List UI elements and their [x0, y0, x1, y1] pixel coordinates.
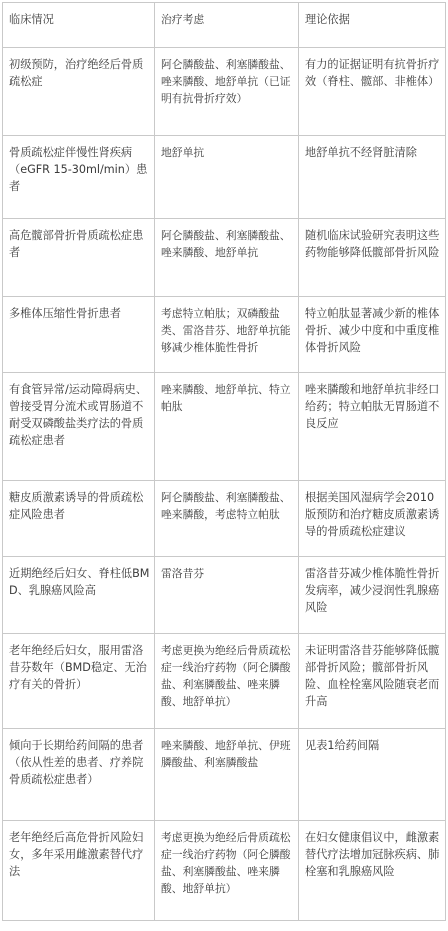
cell-treatment: 唑来膦酸、地舒单抗、伊班膦酸盐、利塞膦酸盐 [155, 729, 299, 821]
cell-rationale: 地舒单抗不经肾脏清除 [299, 136, 446, 219]
header-rationale: 理论依据 [299, 3, 446, 48]
header-row [3, 3, 446, 48]
cell-rationale: 随机临床试验研究表明这些药物能够降低髋部骨折风险 [299, 219, 446, 297]
cell-situation: 初级预防，治疗绝经后骨质疏松症 [3, 48, 155, 136]
cell-rationale: 见表1给药间隔 [299, 729, 446, 821]
cell-rationale: 在妇女健康倡议中，雌激素替代疗法增加冠脉疾病、肺栓塞和乳腺癌风险 [299, 821, 446, 921]
cell-situation: 多椎体压缩性骨折患者 [3, 297, 155, 373]
table-row [3, 136, 446, 219]
table-row [3, 557, 446, 634]
cell-situation: 老年绝经后妇女，服用雷洛昔芬数年（BMD稳定、无治疗有关的骨折） [3, 634, 155, 729]
header-clinical-situation: 临床情况 [3, 3, 155, 48]
cell-treatment: 阿仑膦酸盐、利塞膦酸盐、唑来膦酸、地舒单抗 [155, 219, 299, 297]
cell-situation: 高危髋部骨折骨质疏松症患者 [3, 219, 155, 297]
cell-treatment: 考虑特立帕肽；双磷酸盐类、雷洛昔芬、地舒单抗能够减少椎体脆性骨折 [155, 297, 299, 373]
cell-rationale: 特立帕肽显著减少新的椎体骨折、减少中度和中重度椎体骨折风险 [299, 297, 446, 373]
table-row [3, 219, 446, 297]
table-row [3, 481, 446, 557]
table-row [3, 48, 446, 136]
table-body [3, 48, 446, 921]
cell-treatment: 阿仑膦酸盐、利塞膦酸盐、唑来膦酸、地舒单抗（已证明有抗骨折疗效） [155, 48, 299, 136]
cell-treatment: 考虑更换为绝经后骨质疏松症一线治疗药物（阿仑膦酸盐、利塞膦酸盐、唑来膦酸、地舒单抗） [155, 634, 299, 729]
cell-treatment: 地舒单抗 [155, 136, 299, 219]
cell-situation: 倾向于长期给药间隔的患者（依从性差的患者、疗养院骨质疏松症患者） [3, 729, 155, 821]
cell-situation: 老年绝经后高危骨折风险妇女，多年采用雌激素替代疗法 [3, 821, 155, 921]
cell-treatment: 唑来膦酸、地舒单抗、特立帕肽 [155, 373, 299, 481]
table-row [3, 373, 446, 481]
cell-rationale: 根据美国风湿病学会2010版预防和治疗糖皮质激素诱导的骨质疏松症建议 [299, 481, 446, 557]
table-row [3, 821, 446, 921]
cell-treatment: 雷洛昔芬 [155, 557, 299, 634]
table-row [3, 729, 446, 821]
table-row [3, 297, 446, 373]
cell-rationale: 未证明雷洛昔芬能够降低髋部骨折风险；髋部骨折风险、血栓栓塞风险随衰老而升高 [299, 634, 446, 729]
cell-rationale: 唑来膦酸和地舒单抗非经口给药；特立帕肽无胃肠道不良反应 [299, 373, 446, 481]
table-row [3, 634, 446, 729]
table-header [3, 3, 446, 48]
cell-situation: 糖皮质激素诱导的骨质疏松症风险患者 [3, 481, 155, 557]
cell-treatment: 考虑更换为绝经后骨质疏松症一线治疗药物（阿仑膦酸盐、利塞膦酸盐、唑来膦酸、地舒单抗） [155, 821, 299, 921]
cell-situation: 骨质疏松症伴慢性肾疾病（eGFR 15-30ml/min）患者 [3, 136, 155, 219]
cell-rationale: 有力的证据证明有抗骨折疗效（脊柱、髋部、非椎体） [299, 48, 446, 136]
cell-rationale: 雷洛昔芬减少椎体脆性骨折发病率，减少浸润性乳腺癌风险 [299, 557, 446, 634]
cell-situation: 近期绝经后妇女、脊柱低BMD、乳腺癌风险高 [3, 557, 155, 634]
treatment-table [2, 2, 446, 921]
cell-situation: 有食管异常/运动障碍病史、曾接受胃分流术或胃肠道不耐受双磷酸盐类疗法的骨质疏松症患者 [3, 373, 155, 481]
cell-treatment: 阿仑膦酸盐、利塞膦酸盐、唑来膦酸，考虑特立帕肽 [155, 481, 299, 557]
header-treatment-considerations: 治疗考虑 [155, 3, 299, 48]
